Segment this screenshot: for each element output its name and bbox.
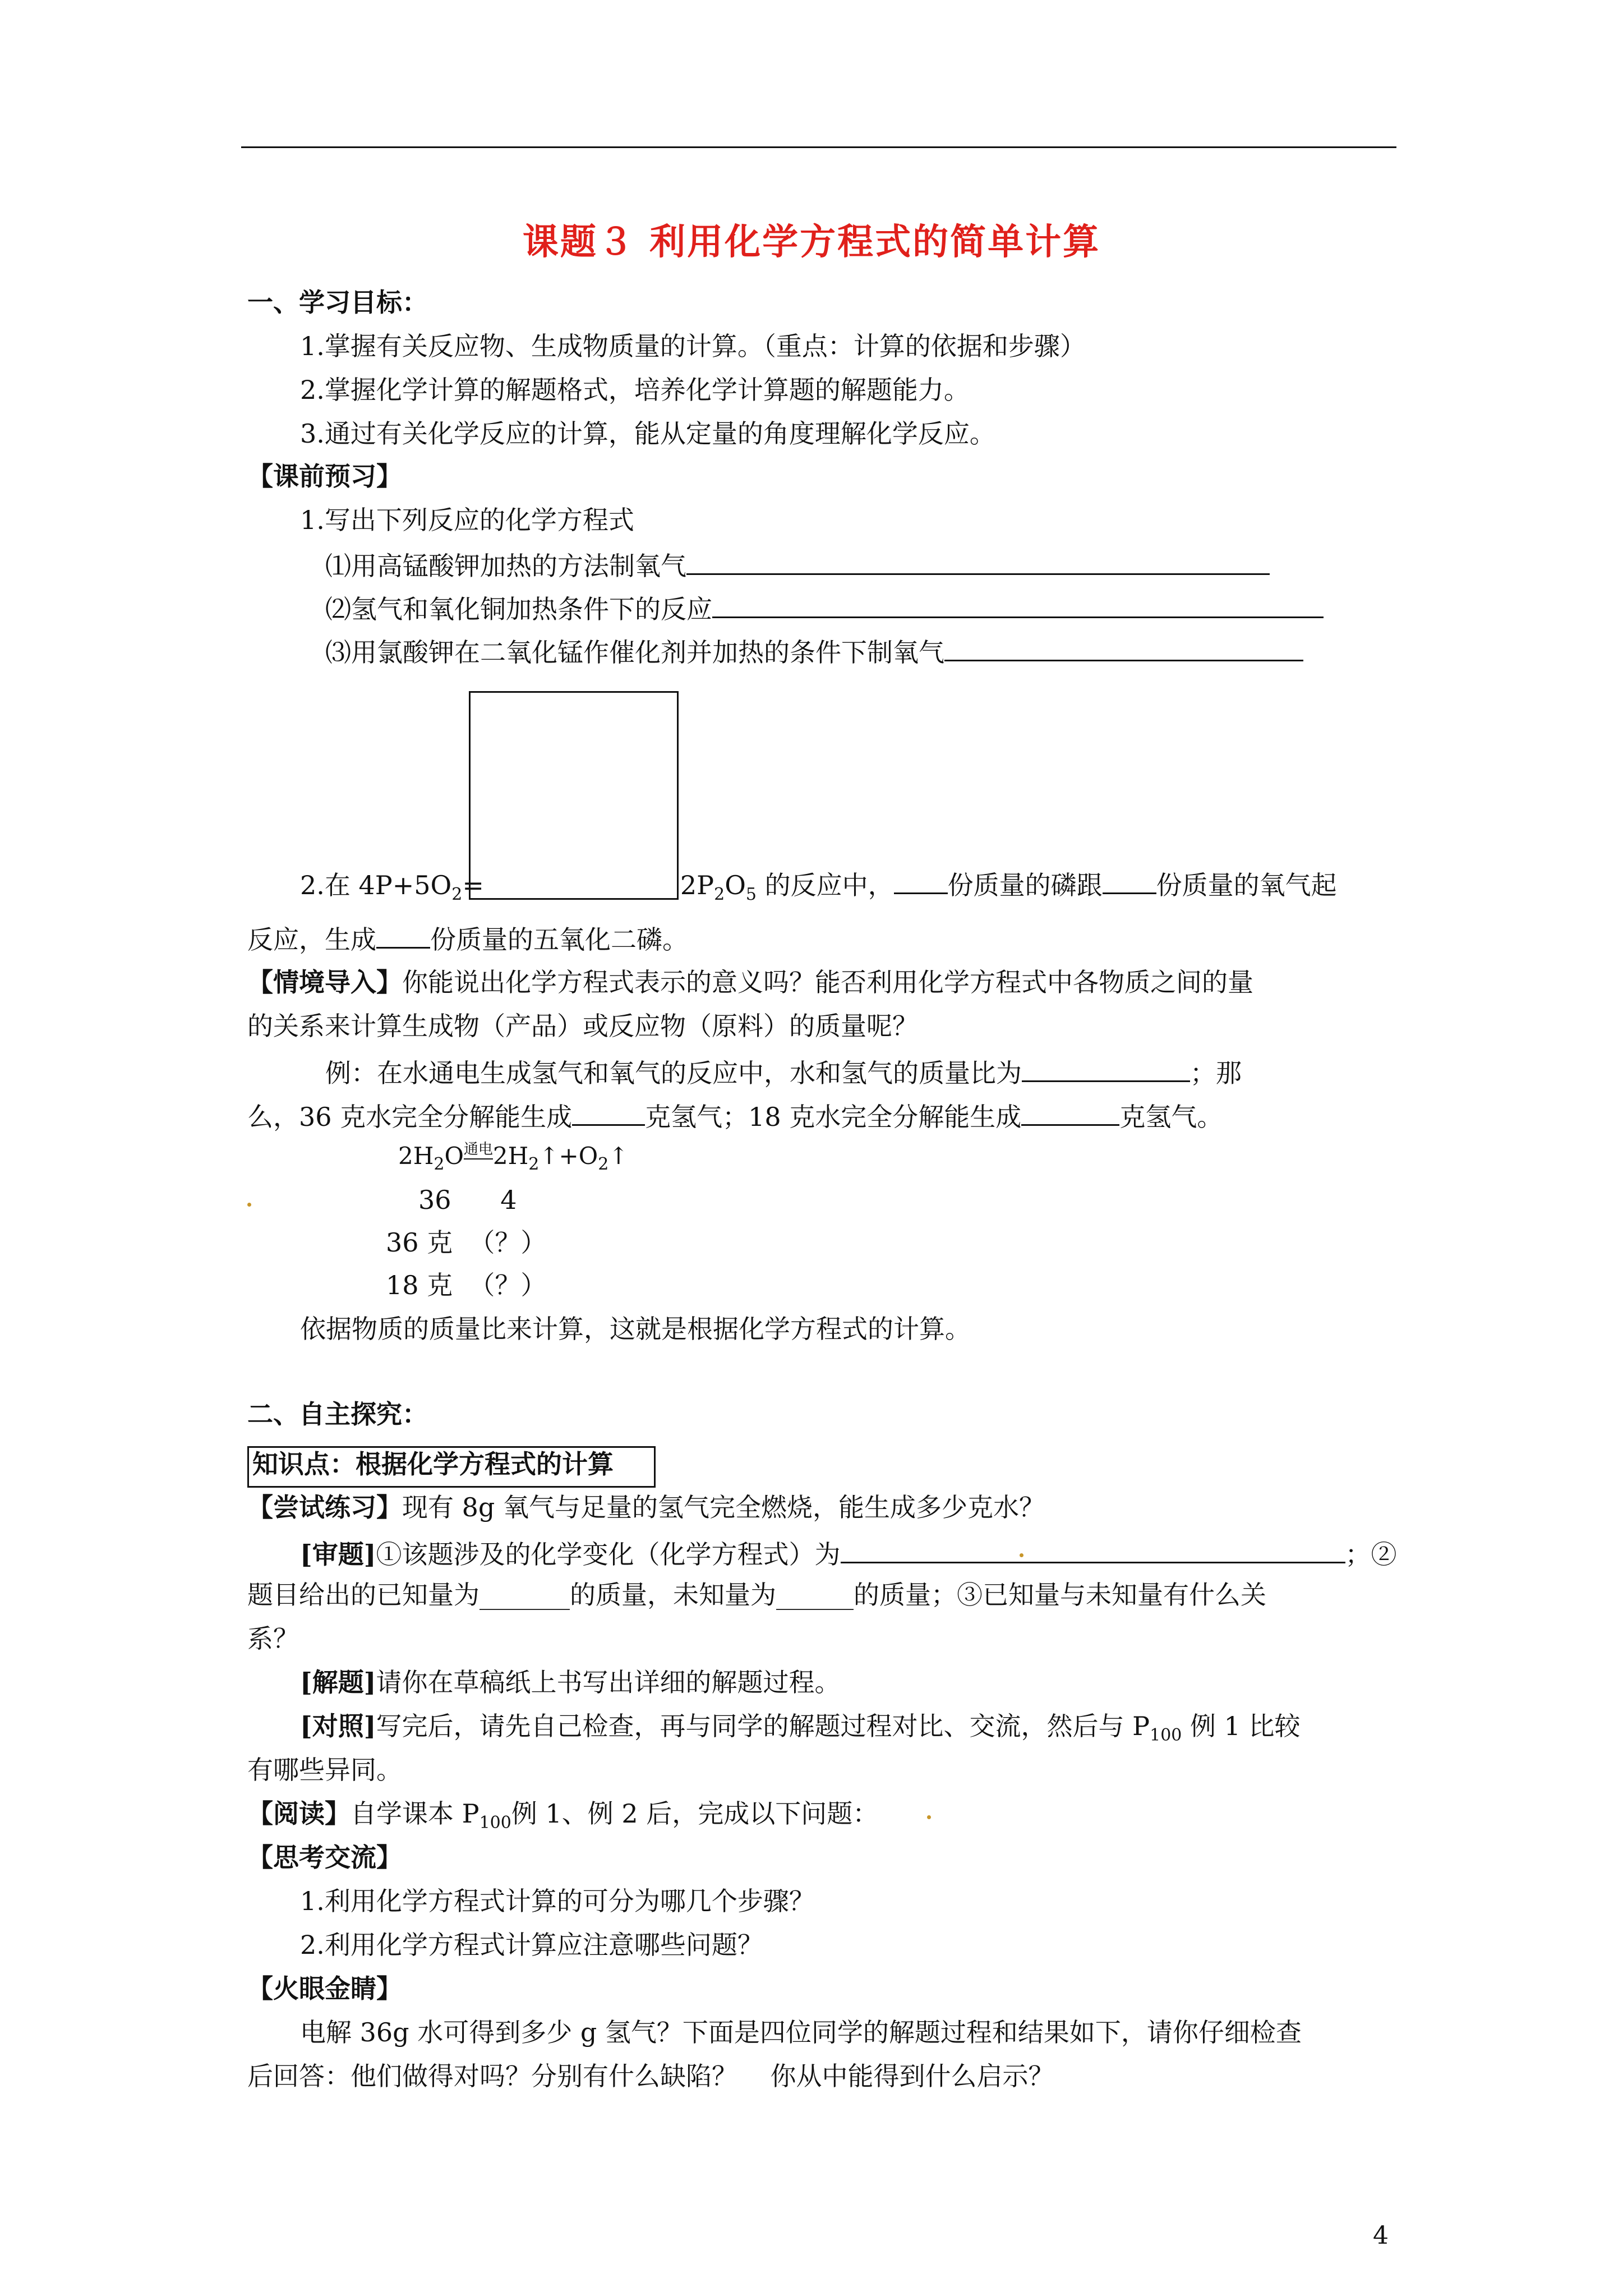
speck xyxy=(1020,1553,1023,1557)
answer-blank[interactable] xyxy=(686,547,1270,575)
answer-blank[interactable] xyxy=(1022,1055,1190,1082)
page-number: 4 xyxy=(1373,2221,1389,2250)
preview-q2: 2.在 $4P+5O_2= 2P_2O_5$ 的反应中， 份质量的磷跟 份质量的氧气起 xyxy=(300,867,1337,905)
answer-blank[interactable] xyxy=(1103,867,1156,894)
example-line1: 例：在水通电生成氢气和氧气的反应中，水和氢气的质量比为 ；那 xyxy=(325,1055,1242,1089)
solve-line: [解题]请你在草稿纸上书写出详细的解题过程。 xyxy=(300,1667,841,1697)
answer-blank[interactable] xyxy=(944,634,1303,661)
section1-heading: 一、学习目标： xyxy=(247,287,428,318)
knowledge-point: 知识点：根据化学方程式的计算 xyxy=(252,1449,614,1479)
intro-line2: 的关系来计算生成物（产品）或反应物（原料）的质量呢？ xyxy=(247,1011,918,1041)
check-line1: [对照]写完后，请先自己检查，再与同学的解题过程对比、交流，然后与 $P_{100}$ 例 1 比较 xyxy=(300,1711,1301,1745)
think-item-2: 2.利用化学方程式计算应注意哪些问题？ xyxy=(300,1930,763,1960)
example-line2: 么，36 克水完全分解能生成 克氢气；18 克水完全分解能生成 克氢气。 xyxy=(247,1098,1223,1133)
answer-blank[interactable] xyxy=(1021,1098,1119,1126)
goal-1: 1.掌握有关反应物、生成物质量的计算。（重点：计算的依据和步骤） xyxy=(300,331,1086,361)
try-line: 【尝试练习】现有 8g 氧气与足量的氢气完全燃烧，能生成多少克水？ xyxy=(247,1492,1045,1522)
review-line2: 题目给出的已知量为_______的质量，未知量为______的质量；③已知量与未知量有什么关 xyxy=(247,1580,1266,1610)
intro-conclusion: 依据物质的质量比来计算，这就是根据化学方程式的计算。 xyxy=(300,1314,971,1344)
goal-3: 3.通过有关化学反应的计算，能从定量的角度理解化学反应。 xyxy=(300,418,995,449)
review-line1: [审题]①该题涉及的化学变化（化学方程式）为 ；② xyxy=(300,1536,1397,1570)
water-equation: $2H_2O$通电$2H_2↑+O_2↑$ xyxy=(398,1141,629,1174)
eye-heading: 【火眼金睛】 xyxy=(247,1973,402,2004)
read-line: 【阅读】自学课本 $P_{100}$例 1、例 2 后，完成以下问题： xyxy=(247,1798,879,1833)
answer-blank[interactable] xyxy=(894,867,948,894)
intro-line1: 【情境导入】你能说出化学方程式表示的意义吗？能否利用化学方程式中各物质之间的量 xyxy=(247,967,1253,997)
section2-heading: 二、自主探究： xyxy=(247,1399,428,1429)
preview-item-1: ⑴用高锰酸钾加热的方法制氧气 xyxy=(325,547,1270,582)
page-title: 课题３ 利用化学方程式的简单计算 xyxy=(522,221,1101,263)
answer-blank[interactable] xyxy=(841,1536,1345,1563)
review-line3: 系？ xyxy=(247,1623,299,1654)
check-line2: 有哪些异同。 xyxy=(247,1755,402,1785)
ratio-row: 36 4 xyxy=(418,1185,517,1215)
eye-text-2: 后回答：他们做得对吗？分别有什么缺陷？ 你从中能得到什么启示？ xyxy=(247,2061,1054,2091)
preview-item-3: ⑶用氯酸钾在二氧化锰作催化剂并加热的条件下制氧气 xyxy=(325,634,1303,668)
preview-q2-line2: 反应，生成 份质量的五氧化二磷。 xyxy=(247,921,688,955)
preview-item-2: ⑵氢气和氧化铜加热条件下的反应 xyxy=(325,591,1324,625)
header-rule xyxy=(241,146,1396,148)
preview-q1: 1.写出下列反应的化学方程式 xyxy=(300,505,634,535)
answer-blank[interactable] xyxy=(572,1098,645,1126)
think-heading: 【思考交流】 xyxy=(247,1842,402,1872)
speck xyxy=(247,1203,251,1207)
mass-row-18: 18 克 （？） xyxy=(386,1270,547,1300)
goal-2: 2.掌握化学计算的解题格式，培养化学计算题的解题能力。 xyxy=(300,375,970,405)
answer-blank[interactable] xyxy=(712,591,1324,618)
think-item-1: 1.利用化学方程式计算的可分为哪几个步骤？ xyxy=(300,1886,815,1916)
speck xyxy=(927,1815,931,1819)
mass-row-36: 36 克 （？） xyxy=(386,1227,547,1258)
preview-heading: 【课前预习】 xyxy=(247,461,402,491)
eye-text-1: 电解 36g 水可得到多少 g 氢气？下面是四位同学的解题过程和结果如下，请你仔细检查 xyxy=(300,2017,1302,2047)
answer-blank[interactable] xyxy=(376,921,430,949)
